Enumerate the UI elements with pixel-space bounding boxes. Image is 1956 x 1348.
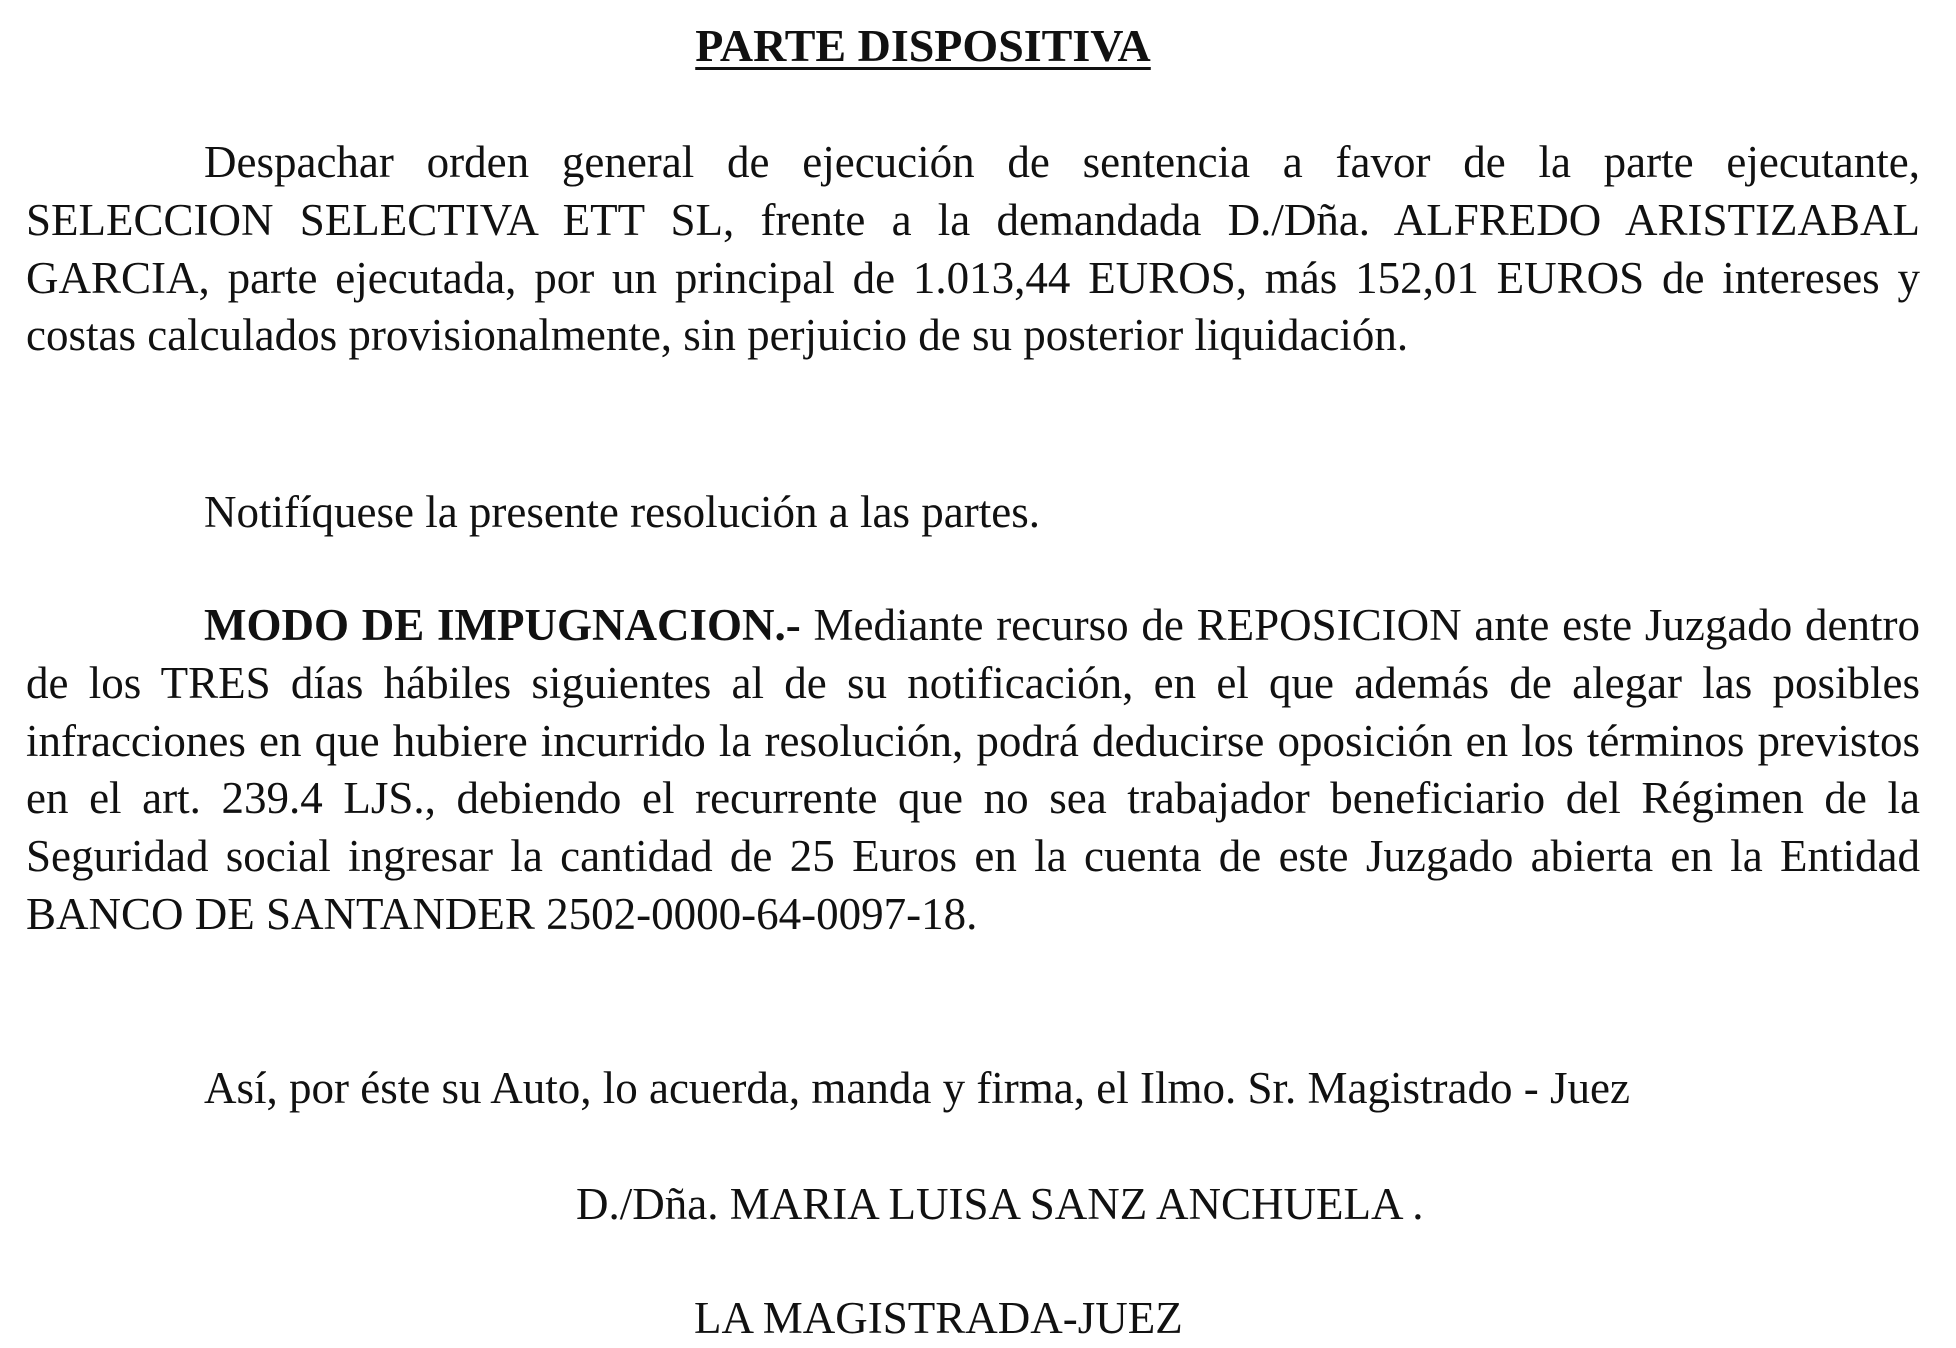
document-title: [26, 16, 1820, 76]
appeal-body: Mediante recurso de REPOSICION ante este Juzgado dentro de los TRES días hábiles siguientes al de su notificación, en el que además de alegar las posibles infracciones en que hubiere incurrido la resolución, podrá deducirse oposición en los términos previstos en el art. 239.4 LJS., debiendo el recurrente que no sea trabajador beneficiario del Régimen de la Seguridad social ingresar la cantidad de 25 Euros en la cuenta de este Juzgado abierta en la Entidad BANCO DE SANTANDER 2502-0000-64-0097-18.: [26, 600, 1921, 939]
document-page: [26, 0, 1921, 1348]
notification-paragraph: Notifíquese la presente resolución a las partes.: [204, 487, 1040, 537]
signatory-role: LA MAGISTRADA-JUEZ: [694, 1293, 1183, 1343]
document-title-text: PARTE DISPOSITIVA: [695, 20, 1151, 71]
appeal-paragraph: [26, 597, 1920, 944]
closing-paragraph: Así, por éste su Auto, lo acuerda, manda y firma, el Ilmo. Sr. Magistrado - Juez: [204, 1063, 1630, 1113]
appeal-heading: MODO DE IMPUGNACION.-: [204, 600, 801, 650]
signatory-name: D./Dña. MARIA LUISA SANZ ANCHUELA .: [576, 1179, 1424, 1229]
ruling-paragraph: Despachar orden general de ejecución de sentencia a favor de la parte ejecutante, SELECCION SELECTIVA ETT SL, frente a la demandada D./Dña. ALFREDO ARISTIZABAL GARCIA, parte ejecutada, por un principal de 1.013,44 EUROS, más 152,01 EUROS de intereses y costas calculados provisionalmente, sin perjuicio de su posterior liquidación.: [26, 137, 1920, 361]
